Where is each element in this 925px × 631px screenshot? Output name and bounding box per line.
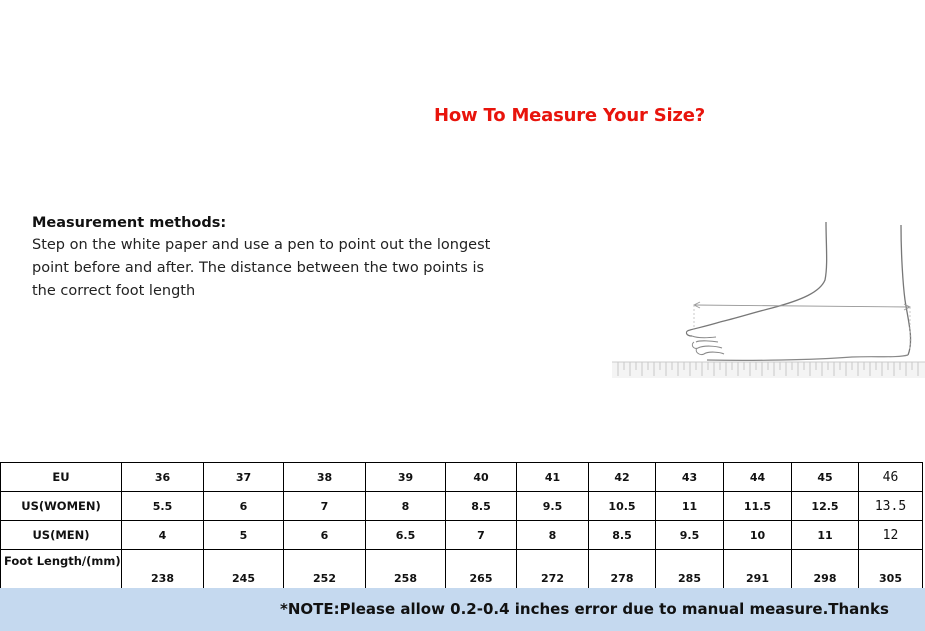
row-us-women (1, 492, 923, 521)
row-label: US(MEN) (1, 521, 122, 550)
size-cell: 12 (859, 521, 923, 550)
size-cell: 4 (122, 521, 204, 550)
size-cell: 8 (366, 492, 446, 521)
size-cell: 39 (366, 463, 446, 492)
size-cell: 238 (122, 550, 204, 590)
methods-description: Step on the white paper and use a pen to point out the longest point before and after. The distance between the two points is the correct foot length (32, 237, 491, 299)
size-cell: 40 (446, 463, 517, 492)
page-title: How To Measure Your Size? (434, 105, 705, 126)
row-us-men (1, 521, 923, 550)
note-text: *NOTE:Please allow 0.2-0.4 inches error due to manual measure.Thanks (280, 600, 889, 618)
size-cell: 298 (792, 550, 859, 590)
size-chart-table (0, 462, 923, 590)
row-label: US(WOMEN) (1, 492, 122, 521)
size-cell: 11.5 (724, 492, 792, 521)
size-cell: 285 (656, 550, 724, 590)
size-cell: 42 (589, 463, 656, 492)
foot-measurement-illustration (612, 210, 925, 395)
size-cell: 6.5 (366, 521, 446, 550)
size-cell: 46 (859, 463, 923, 492)
size-cell: 6 (204, 492, 284, 521)
size-cell: 44 (724, 463, 792, 492)
size-cell: 8.5 (589, 521, 656, 550)
size-cell: 10 (724, 521, 792, 550)
size-cell: 245 (204, 550, 284, 590)
size-cell: 7 (284, 492, 366, 521)
size-cell: 11 (792, 521, 859, 550)
size-cell: 12.5 (792, 492, 859, 521)
size-cell: 9.5 (517, 492, 589, 521)
size-cell: 10.5 (589, 492, 656, 521)
size-cell: 11 (656, 492, 724, 521)
size-cell: 36 (122, 463, 204, 492)
size-cell: 38 (284, 463, 366, 492)
size-cell: 8 (517, 521, 589, 550)
size-cell: 43 (656, 463, 724, 492)
size-cell: 252 (284, 550, 366, 590)
row-label: Foot Length/(mm) (1, 550, 122, 590)
size-cell: 8.5 (446, 492, 517, 521)
size-cell: 45 (792, 463, 859, 492)
size-cell: 7 (446, 521, 517, 550)
size-cell: 265 (446, 550, 517, 590)
size-cell: 272 (517, 550, 589, 590)
size-cell: 305 (859, 550, 923, 590)
size-cell: 41 (517, 463, 589, 492)
size-cell: 6 (284, 521, 366, 550)
row-eu (1, 463, 923, 492)
size-cell: 13.5 (859, 492, 923, 521)
size-cell: 258 (366, 550, 446, 590)
size-cell: 9.5 (656, 521, 724, 550)
size-cell: 5.5 (122, 492, 204, 521)
size-cell: 291 (724, 550, 792, 590)
size-cell: 278 (589, 550, 656, 590)
methods-heading: Measurement methods: (32, 215, 227, 231)
measurement-methods (32, 215, 532, 303)
row-foot-length (1, 550, 923, 590)
row-label: EU (1, 463, 122, 492)
note-bar (0, 588, 925, 631)
size-cell: 37 (204, 463, 284, 492)
size-cell: 5 (204, 521, 284, 550)
